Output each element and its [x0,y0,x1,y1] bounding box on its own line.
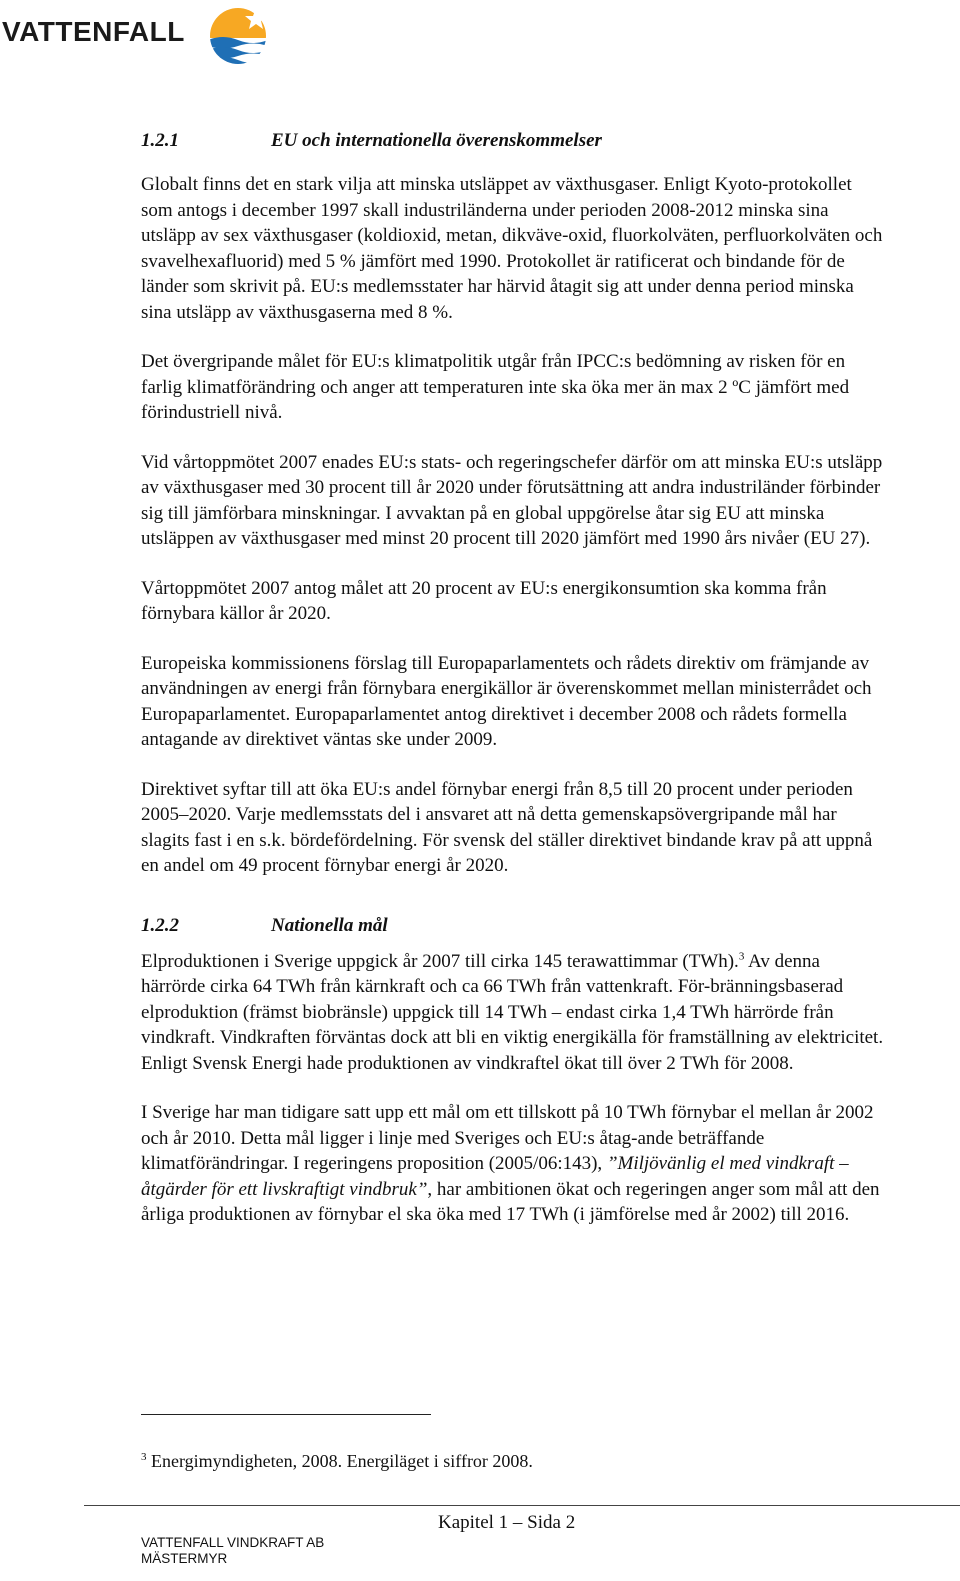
paragraph: Europeiska kommissionens förslag till Europaparlamentets och rådets direktiv om främjande av användningen av energi från förnybara energikällor är överenskommet mellan ministerrådet och Europaparlamentet. Europaparlamentet antog direktivet i december 2008 och rådets formella antagande av direktivet väntas ske under 2009. [141,652,872,750]
section-heading [141,913,886,939]
footer-company [141,1535,324,1567]
proposition-title: ”Miljövänlig el med vindkraft – åtgärder för ett livskraftigt vindbruk” [141,1153,849,1200]
footnote-separator [141,1414,431,1415]
paragraph: I Sverige har man tidigare satt upp ett mål om ett tillskott på 10 TWh förnybar el mellan år 2002 och år 2010. Detta mål ligger i linje med Sveriges och EU:s åtag-ande beträffande klimatförändringar. I regeringens proposition (2005/06:143), ”Miljövänlig el med vindkraft – åtgärder för ett livskraftigt vindbruk”, har ambitionen ökat och regeringen anger som mål att den årliga produktionen av förnybar el ska öka med 17 TWh (i jämförelse med år 2002) till 2016. [141,1102,880,1225]
section-number: 1.2.1 [141,130,179,151]
paragraph: Vårtoppmötet 2007 antog målet att 20 procent av EU:s energikonsumtion ska komma från förnybara källor år 2020. [141,577,827,624]
footnote-number: 3 [141,1451,147,1463]
vattenfall-sun-icon [208,4,274,66]
company-name: VATTENFALL VINDKRAFT AB [141,1535,325,1550]
paragraph: Direktivet syftar till att öka EU:s andel förnybar energi från 8,5 till 20 procent under perioden 2005–2020. Varje medlemsstats del i ansvaret att nå detta gemenskapsövergripande mål har slagits fast i en s.k. bördefördelning. För svensk del ställer direktivet bindande krav på att uppnå en andel om 49 procent förnybar energi år 2020. [141,778,873,876]
section-title: EU och internationella överenskommelser [271,130,602,151]
company-site: MÄSTERMYR [141,1551,228,1566]
footnote: $^3$ Energimyndigheten, 2008. Energiläget i siffror 2008. [141,1451,533,1471]
paragraph: Det övergripande målet för EU:s klimatpolitik utgår från IPCC:s bedömning av risken för en farlig klimatförändring och anger att temperaturen inte ska öka mer än max 2 ºC jämfört med förindustriell nivå. [141,351,850,423]
paragraph: Elproduktionen i Sverige uppgick år 2007 till cirka 145 terawattimmar (TWh).$^3$ Av denna härrörde cirka 64 TWh från kärnkraft och ca 66 TWh från vattenkraft. För-bränningsbaserad elproduktion (främst biobränsle) uppgick till 14 TWh – endast cirka 1,4 TWh härrörde från vindkraft. Vindkraften förväntas dock att bli en viktig energikälla för framställning av elektricitet. Enligt Svensk Energi hade produktionen av vindkraftel ökat till över 2 TWh för 2008. [141,950,884,1074]
section-title: Nationella mål [271,914,388,936]
section-heading [141,128,886,154]
footer-separator [84,1505,960,1506]
footnote-reference[interactable]: 3 [738,950,745,963]
vattenfall-logo [0,0,290,70]
document-body [141,128,886,1228]
logo-wordmark: VATTENFALL [2,16,185,47]
paragraph: Vid vårtoppmötet 2007 enades EU:s stats- och regeringschefer därför om att minska EU:s utsläpp av växthusgaser med 30 procent till år 2020 under förutsättning att andra industriländer förbinder sig till jämförbara minskningar. I avvaktan på en global uppgörelse åtar sig EU att minska utsläppen av växthusgaser med minst 20 procent till 2020 jämfört med 1990 års nivåer (EU 27). [141,451,883,549]
page-number: Kapitel 1 – Sida 2 [438,1512,576,1533]
paragraph: Globalt finns det en stark vilja att minska utsläppet av växthusgaser. Enligt Kyoto-protokollet som antogs i december 1997 skall industriländerna under perioden 2008-2012 minska sina utsläpp av sex växthusgaser (koldioxid, metan, dikväve-oxid, fluorkolväten, perfluorkolväten och svavelhexafluorid) med 5 % jämfört med 1990. Protokollet är ratificerat och bindande för de länder som skrivit på. EU:s medlemsstater har härvid åtagit sig att under denna period minska sina utsläpp av växthusgaserna med 8 %. [141,174,883,323]
section-number: 1.2.2 [141,914,179,936]
